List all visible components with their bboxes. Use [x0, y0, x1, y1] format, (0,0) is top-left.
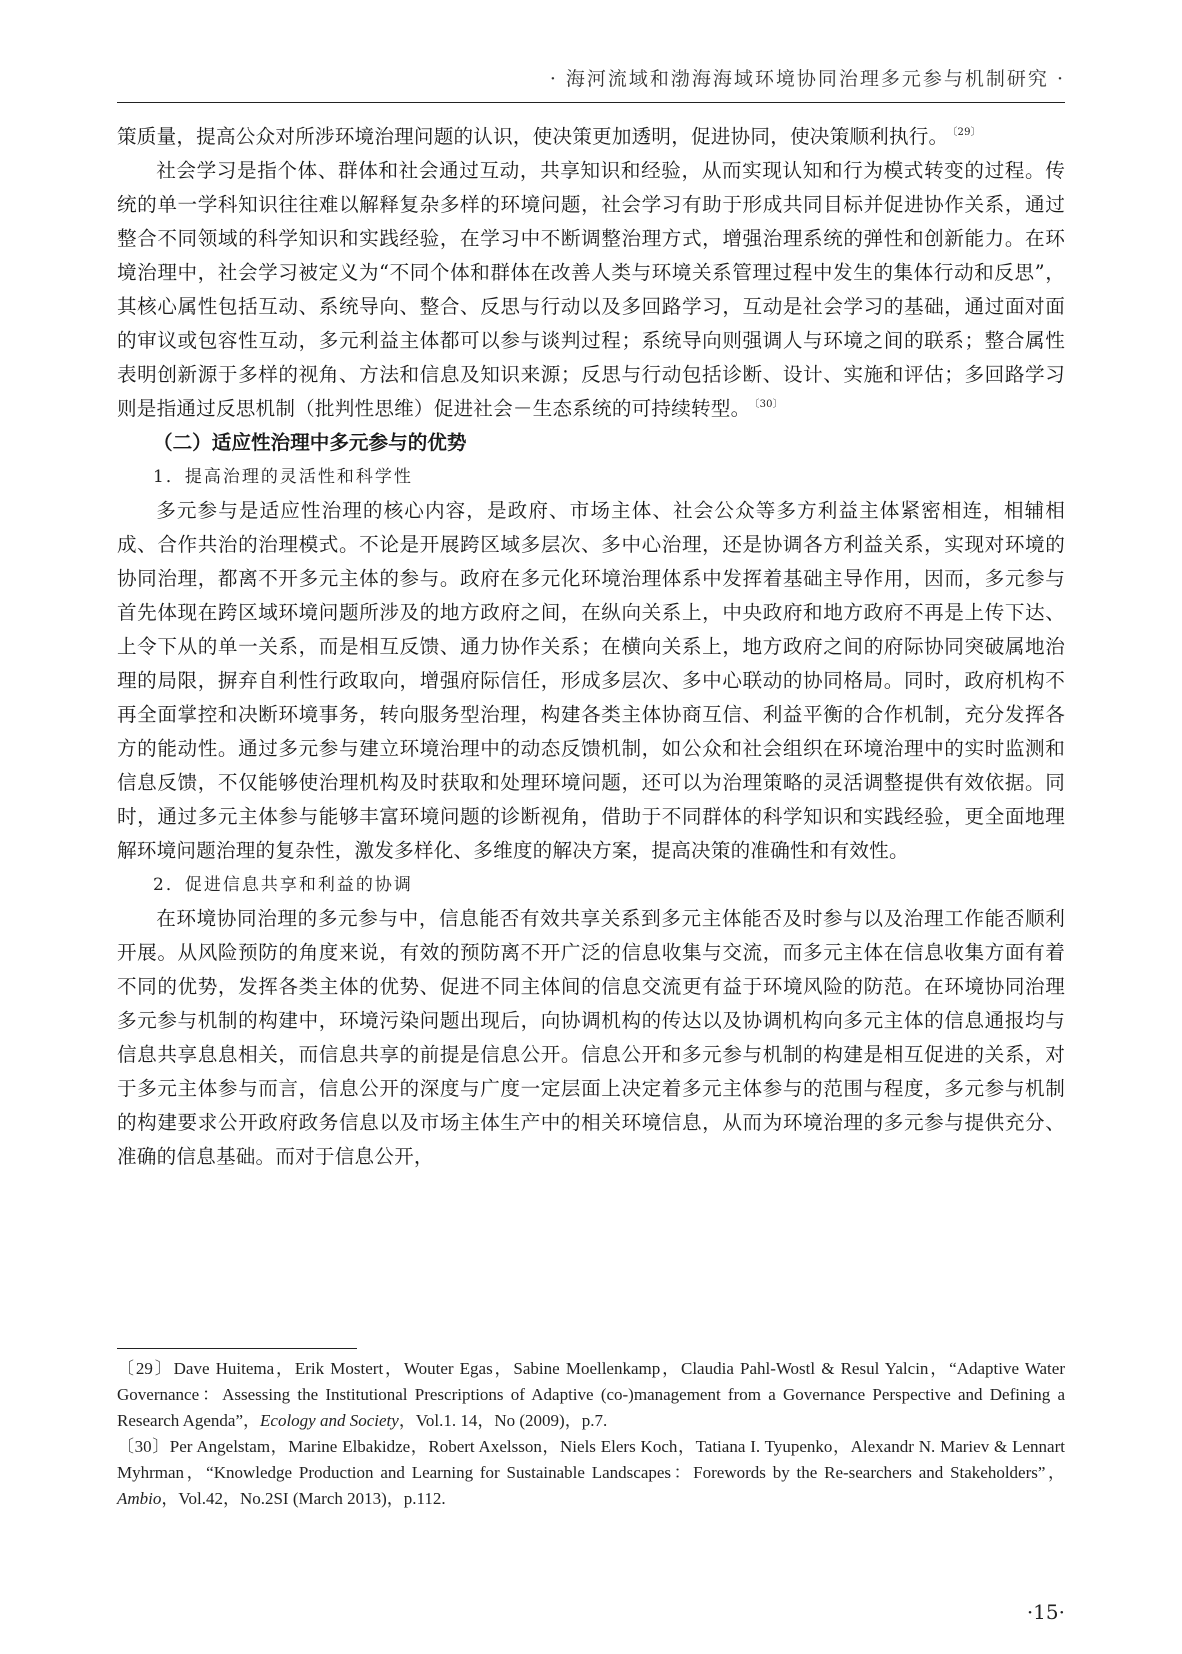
paragraph-text: 社会学习是指个体、群体和社会通过互动，共享知识和经验，从而实现认知和行为模式转变的过程。传统的单一学科知识往往难以解释复杂多样的环境问题，社会学习有助于形成共同目标并促进协作关系，通过整合不同领域的科学知识和实践经验，在学习中不断调整治理方式，增强治理系统的弹性和创新能力。在环境治理中，社会学习被定义为“不同个体和群体在改善人类与环境关系管理过程中发生的集体行动和反思”，其核心属性包括互动、系统导向、整合、反思与行动以及多回路学习，互动是社会学习的基础，通过面对面的审议或包容性互动，多元利益主体都可以参与谈判过程；系统导向则强调人与环境之间的联系；整合属性表明创新源于多样的视角、方法和信息及知识来源；反思与行动包括诊断、设计、实施和评估；多回路学习则是指通过反思机制（批判性思维）促进社会－生态系统的可持续转型。	[117, 159, 1065, 420]
running-header	[117, 64, 1065, 103]
section-heading: （二）适应性治理中多元参与的优势	[153, 431, 467, 454]
page-number: ·15·	[1026, 1600, 1065, 1624]
citation-30: 〔30〕	[754, 399, 783, 411]
footnote-divider	[117, 1348, 357, 1349]
subsection-heading-2: 2．促进信息共享和利益的协调	[153, 875, 413, 895]
footnote-text: ，Vol.42，No.2SI (March 2013)，p.112.	[161, 1489, 446, 1508]
footnotes	[117, 1356, 1065, 1512]
main-text	[117, 120, 1065, 1174]
citation-29: 〔29〕	[952, 127, 981, 139]
paragraph-continuation	[117, 120, 1065, 154]
journal-title: Ambio	[117, 1489, 162, 1508]
footnote-29	[117, 1356, 1065, 1434]
paragraph-text: 策质量，提高公众对所涉环境治理问题的认识，使决策更加透明，促进协同，使决策顺利执行。	[117, 125, 949, 148]
running-title: · 海河流域和渤海海域环境协同治理多元参与机制研究 ·	[549, 68, 1065, 90]
subsection-heading-1: 1．提高治理的灵活性和科学性	[153, 467, 413, 487]
footnote-30	[117, 1434, 1065, 1512]
footnote-text: 〔29〕Dave Huitema，Erik Mostert，Wouter Egas，Sabine Moellenkamp，Claudia Pahl-Wostl & Resul Yalcin，“Adaptive Water Governance：Assessing the Institutional Prescriptions of Adaptive (co-)management from a Governance Perspective and Defining a Research Agenda”，	[117, 1359, 1065, 1430]
paragraph-information-sharing: 在环境协同治理的多元参与中，信息能否有效共享关系到多元主体能否及时参与以及治理工作能否顺利开展。从风险预防的角度来说，有效的预防离不开广泛的信息收集与交流，而多元主体在信息收集方面有着不同的优势，发挥各类主体的优势、促进不同主体间的信息交流更有益于环境风险的防范。在环境协同治理多元参与机制的构建中，环境污染问题出现后，向协调机构的传达以及协调机构向多元主体的信息通报均与信息共享息息相关，而信息共享的前提是信息公开。信息公开和多元参与机制的构建是相互促进的关系，对于多元主体参与而言，信息公开的深度与广度一定层面上决定着多元主体参与的范围与程度，多元参与机制的构建要求公开政府政务信息以及市场主体生产中的相关环境信息，从而为环境治理的多元参与提供充分、准确的信息基础。而对于信息公开，	[117, 907, 1065, 1168]
paragraph-flexibility: 多元参与是适应性治理的核心内容，是政府、市场主体、社会公众等多方利益主体紧密相连，相辅相成、合作共治的治理模式。不论是开展跨区域多层次、多中心治理，还是协调各方利益关系，实现对环境的协同治理，都离不开多元主体的参与。政府在多元化环境治理体系中发挥着基础主导作用，因而，多元参与首先体现在跨区域环境问题所涉及的地方政府之间，在纵向关系上，中央政府和地方政府不再是上传下达、上令下从的单一关系，而是相互反馈、通力协作关系；在横向关系上，地方政府之间的府际协同突破属地治理的局限，摒弃自利性行政取向，增强府际信任，形成多层次、多中心联动的协同格局。同时，政府机构不再全面掌控和决断环境事务，转向服务型治理，构建各类主体协商互信、利益平衡的合作机制，充分发挥各方的能动性。通过多元参与建立环境治理中的动态反馈机制，如公众和社会组织在环境治理中的实时监测和信息反馈，不仅能够使治理机构及时获取和处理环境问题，还可以为治理策略的灵活调整提供有效依据。同时，通过多元主体参与能够丰富环境问题的诊断视角，借助于不同群体的科学知识和实践经验，更全面地理解环境问题治理的复杂性，激发多样化、多维度的解决方案，提高决策的准确性和有效性。	[117, 499, 1065, 862]
journal-title: Ecology and Society	[260, 1411, 399, 1430]
paragraph-social-learning	[117, 154, 1065, 426]
footnote-text: ，Vol.1. 14，No (2009)，p.7.	[398, 1411, 608, 1430]
footnote-text: 〔30〕Per Angelstam，Marine Elbakidze，Robert Axelsson，Niels Elers Koch，Tatiana I. Tyupenko，Alexandr N. Mariev & Lennart Myhrman，“Knowledge Production and Learning for Sustainable Landscapes：Forewords by the Re-searchers and Stakeholders”，	[117, 1437, 1065, 1482]
